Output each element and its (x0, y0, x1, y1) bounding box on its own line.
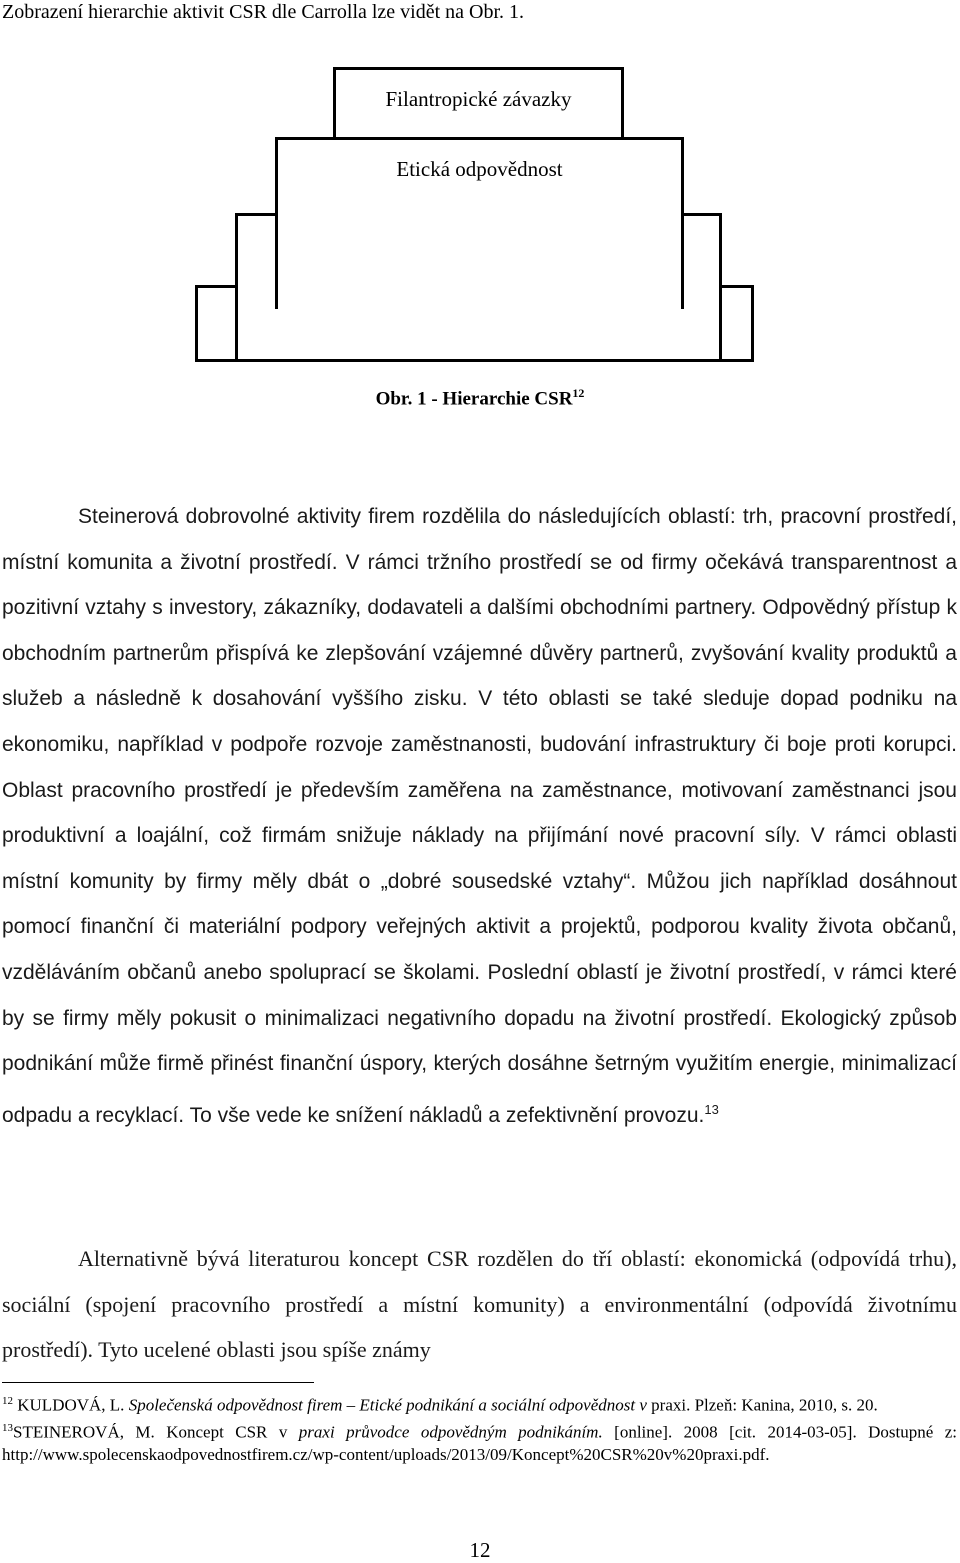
paragraph-alternative: Alternativně bývá literaturou koncept CSR rozdělen do tří oblastí: ekonomická (odpovídá trhu), sociální (spojení pracovního prostředí a místní komunity) a environmentální (odpovídá životnímu prostředí). Tyto ucelené oblasti jsou spíše známy (2, 1246, 957, 1363)
footnote-author: STEINEROVÁ, M. Koncept CSR v (13, 1422, 288, 1442)
pyramid-level-ethical (275, 137, 684, 309)
footnote-divider (2, 1382, 314, 1383)
footnote-rest: praxi. Plzeň: Kanina, 2010, s. 20. (651, 1395, 878, 1415)
footnote-12 (2, 1390, 957, 1417)
pyramid-level-philanthropic (333, 67, 624, 137)
pyramid-label: Filantropické závazky (385, 87, 572, 111)
footnote-ref: 13 (704, 1101, 719, 1117)
footnote-rest: [online]. 2008 [cit. 2014-03-05]. Dostupné z: http://www.spolecenskaodpovednostfirem.cz/wp-content/uploads/2013/09/Koncept%20CSR%20v%20praxi.pdf. (2, 1422, 958, 1465)
footnote-number: 13 (2, 1422, 13, 1435)
page-number: 12 (469, 1538, 491, 1562)
figure-caption (0, 386, 960, 410)
caption-text: Obr. 1 - Hierarchie CSR (375, 388, 573, 410)
pyramid-label: Etická odpovědnost (396, 157, 563, 181)
footnote-number: 12 (2, 1395, 13, 1407)
footnote-13 (2, 1417, 957, 1467)
paragraph-text: Steinerová dobrovolné aktivity firem rozdělila do následujících oblastí: trh, pracovní prostředí, místní komunita a životní prostředí. V rámci tržního prostředí se od firmy očekává transparentnost a pozitivní vztahy s investory, zákazníky, dodavateli a dalšími obchodními partnery. Odpovědný přístup k obchodním partnerům přispívá ke zlepšování vzájemné důvěry partnerů, zvyšování kvality produktů a služeb a následně k dosahování vyššího zisku. V této oblasti se také sleduje dopad podniku na ekonomiku, například v podpoře rozvoje zaměstnanosti, budování infrastruktury či boje proti korupci. Oblast pracovního prostředí je především zaměřena na zaměstnance, motivovaní zaměstnanci jsou produktivní a loajální, což firmám snižuje náklady na přijímání nové pracovní síly. V rámci oblasti místní komunity by firmy měly dbát o „dobré sousedské vztahy“. Můžou jich například dosáhnout pomocí finanční či materiální podpory veřejných aktivit a projektů, podporou kvality života občanů, vzděláváním občanů anebo spoluprací se školami. Poslední oblastí je životní prostředí, v rámci které by se firmy měly pokusit o minimalizaci negativního dopadu na životní prostředí. Ekologický způsob podnikání může firmě přinést finanční úspory, kterých dosáhne šetrným využitím energie, minimalizací odpadu a recyklací. To vše vede ke snížení nákladů a zefektivnění provozu. (2, 505, 957, 1127)
footnote-title: praxi průvodce odpovědným podnikáním. (298, 1422, 603, 1442)
caption-footnote-ref: 12 (572, 386, 585, 400)
intro-sentence: Zobrazení hierarchie aktivit CSR dle Carrolla lze vidět na Obr. 1. (2, 1, 525, 23)
footnote-author: KULDOVÁ, L. (17, 1395, 125, 1415)
footnote-title: Společenská odpovědnost firem – Etické podnikání a sociální odpovědnost v (128, 1395, 647, 1415)
paragraph-csr-areas (2, 494, 957, 1138)
footnotes (2, 1390, 957, 1467)
